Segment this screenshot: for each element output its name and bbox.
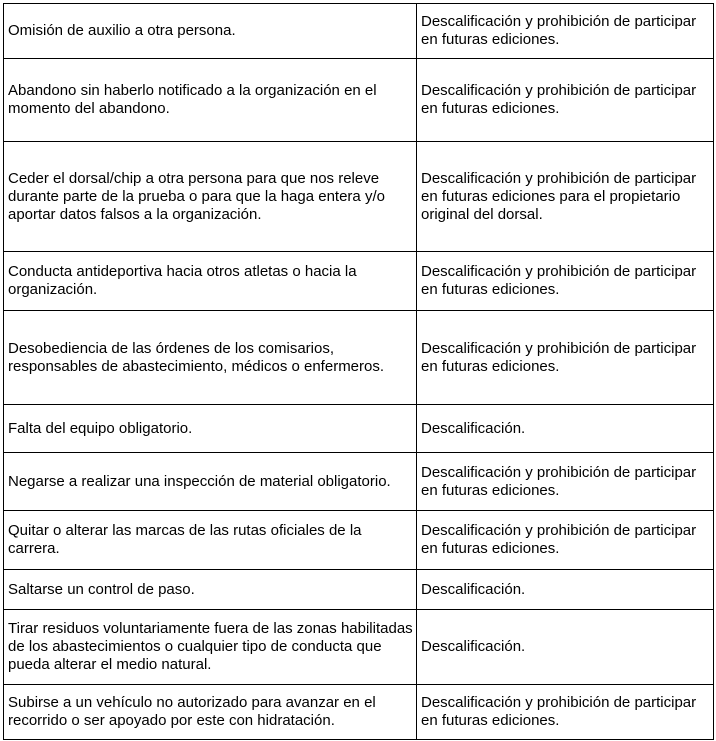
table-row [4, 685, 714, 740]
table-row [4, 4, 714, 59]
infraction-cell: Tirar residuos voluntariamente fuera de las zonas habilitadas de los abastecimientos o cualquier tipo de conducta que pueda alterar el medio natural. [4, 610, 417, 685]
table-row [4, 252, 714, 311]
infraction-cell: Omisión de auxilio a otra persona. [4, 4, 417, 59]
penalty-cell: Descalificación y prohibición de participar en futuras ediciones. [417, 4, 714, 59]
table-row [4, 311, 714, 405]
infraction-cell: Ceder el dorsal/chip a otra persona para que nos releve durante parte de la prueba o para que la haga entera y/o aportar datos falsos a la organización. [4, 142, 417, 252]
table-row [4, 511, 714, 570]
penalty-cell: Descalificación. [417, 570, 714, 610]
table-row [4, 59, 714, 142]
penalty-cell: Descalificación. [417, 405, 714, 453]
infraction-cell: Falta del equipo obligatorio. [4, 405, 417, 453]
penalty-cell: Descalificación y prohibición de participar en futuras ediciones. [417, 59, 714, 142]
infraction-cell: Abandono sin haberlo notificado a la organización en el momento del abandono. [4, 59, 417, 142]
penalty-cell: Descalificación y prohibición de participar en futuras ediciones. [417, 453, 714, 511]
table-row [4, 453, 714, 511]
infraction-cell: Desobediencia de las órdenes de los comisarios, responsables de abastecimiento, médicos o enfermeros. [4, 311, 417, 405]
table-row [4, 610, 714, 685]
infraction-cell: Quitar o alterar las marcas de las rutas oficiales de la carrera. [4, 511, 417, 570]
infraction-cell: Subirse a un vehículo no autorizado para avanzar en el recorrido o ser apoyado por este con hidratación. [4, 685, 417, 740]
penalty-cell: Descalificación y prohibición de participar en futuras ediciones. [417, 511, 714, 570]
penalty-cell: Descalificación y prohibición de participar en futuras ediciones para el propietario original del dorsal. [417, 142, 714, 252]
penalty-cell: Descalificación y prohibición de participar en futuras ediciones. [417, 252, 714, 311]
table-row [4, 405, 714, 453]
table-row [4, 570, 714, 610]
penalty-cell: Descalificación y prohibición de participar en futuras ediciones. [417, 685, 714, 740]
penalty-cell: Descalificación y prohibición de participar en futuras ediciones. [417, 311, 714, 405]
infraction-cell: Conducta antideportiva hacia otros atletas o hacia la organización. [4, 252, 417, 311]
penalty-cell: Descalificación. [417, 610, 714, 685]
infraction-cell: Saltarse un control de paso. [4, 570, 417, 610]
penalties-table [3, 3, 714, 740]
table-row [4, 142, 714, 252]
infraction-cell: Negarse a realizar una inspección de material obligatorio. [4, 453, 417, 511]
